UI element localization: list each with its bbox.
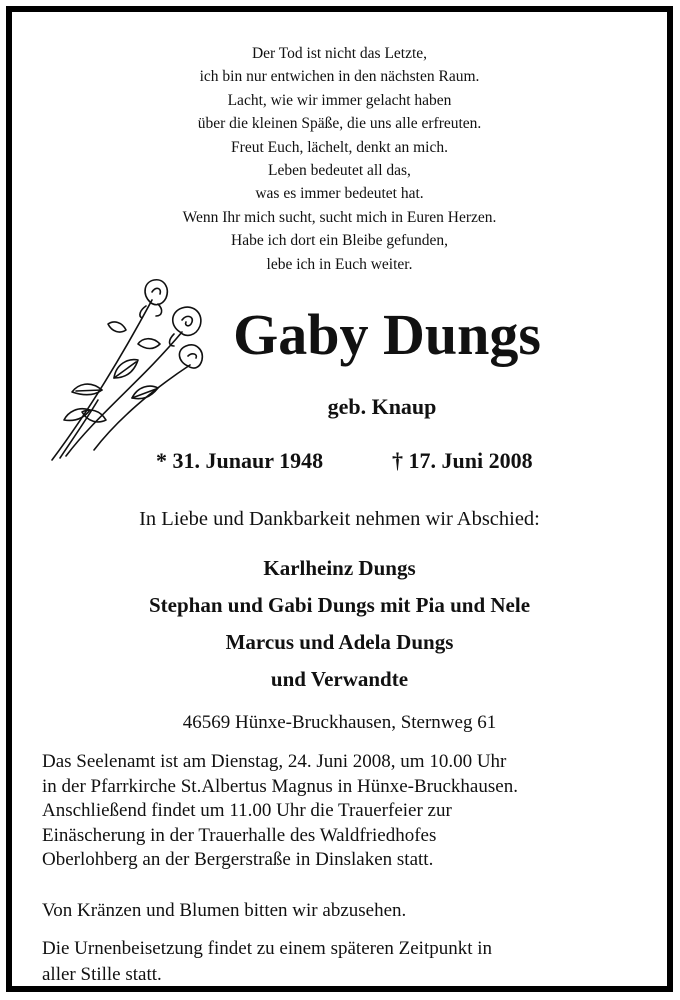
mourner: Karlheinz Dungs <box>263 556 416 580</box>
mourner: Stephan und Gabi Dungs mit Pia und Nele <box>148 593 531 617</box>
mourner: Marcus und Adela Dungs <box>225 630 454 654</box>
mourners-list <box>12 550 667 698</box>
family-address: 46569 Hünxe-Bruckhausen, Sternweg 61 <box>182 712 497 733</box>
poem-line: Der Tod ist nicht das Letzte, <box>251 45 428 62</box>
poem-line: Freut Euch, lächelt, denkt an mich. <box>231 138 448 156</box>
urn-note-line: aller Stille statt. <box>42 964 162 985</box>
urn-note-line: Die Urnenbeisetzung findet zu einem späteren Zeitpunkt in <box>42 938 493 959</box>
wreaths-note: Von Kränzen und Blumen bitten wir abzusehen. <box>42 900 407 921</box>
service-line: Oberlohberg an der Bergerstraße in Dinslaken statt. <box>42 849 434 871</box>
birth-date: * 31. Junaur 1948 <box>156 448 324 473</box>
farewell-statement: In Liebe und Dankbarkeit nehmen wir Abschied: <box>139 508 540 530</box>
roses-illustration <box>42 270 212 470</box>
urn-burial-note <box>42 936 652 988</box>
service-details <box>42 750 652 873</box>
poem-line: über die kleinen Späße, die uns alle erfreuten. <box>197 115 482 133</box>
poem-line: Wenn Ihr mich sucht, sucht mich in Euren Herzen. <box>182 208 497 226</box>
poem-line: Lacht, wie wir immer gelacht haben <box>227 91 452 109</box>
mourner: und Verwandte <box>270 667 409 691</box>
death-date: † 17. Juni 2008 <box>392 448 533 473</box>
obituary-frame <box>6 6 673 992</box>
service-line: Das Seelenamt ist am Dienstag, 24. Juni 2008, um 10.00 Uhr <box>42 751 507 772</box>
poem-line: lebe ich in Euch weiter. <box>266 255 413 273</box>
poem-line: was es immer bedeutet hat. <box>255 185 424 203</box>
poem-line: Habe ich dort ein Bleibe gefunden, <box>231 232 448 250</box>
poem-line: Leben bedeutet all das, <box>268 162 411 180</box>
deceased-name: Gaby Dungs <box>233 302 541 367</box>
memorial-poem <box>12 42 667 276</box>
service-line: Einäscherung in der Trauerhalle des Waldfriedhofes <box>42 824 437 846</box>
maiden-name: geb. Knaup <box>327 394 437 419</box>
poem-line: ich bin nur entwichen in den nächsten Raum. <box>199 68 480 86</box>
service-line: Anschließend findet um 11.00 Uhr die Trauerfeier zur <box>42 800 452 822</box>
service-line: in der Pfarrkirche St.Albertus Magnus in Hünxe-Bruckhausen. <box>42 775 518 797</box>
